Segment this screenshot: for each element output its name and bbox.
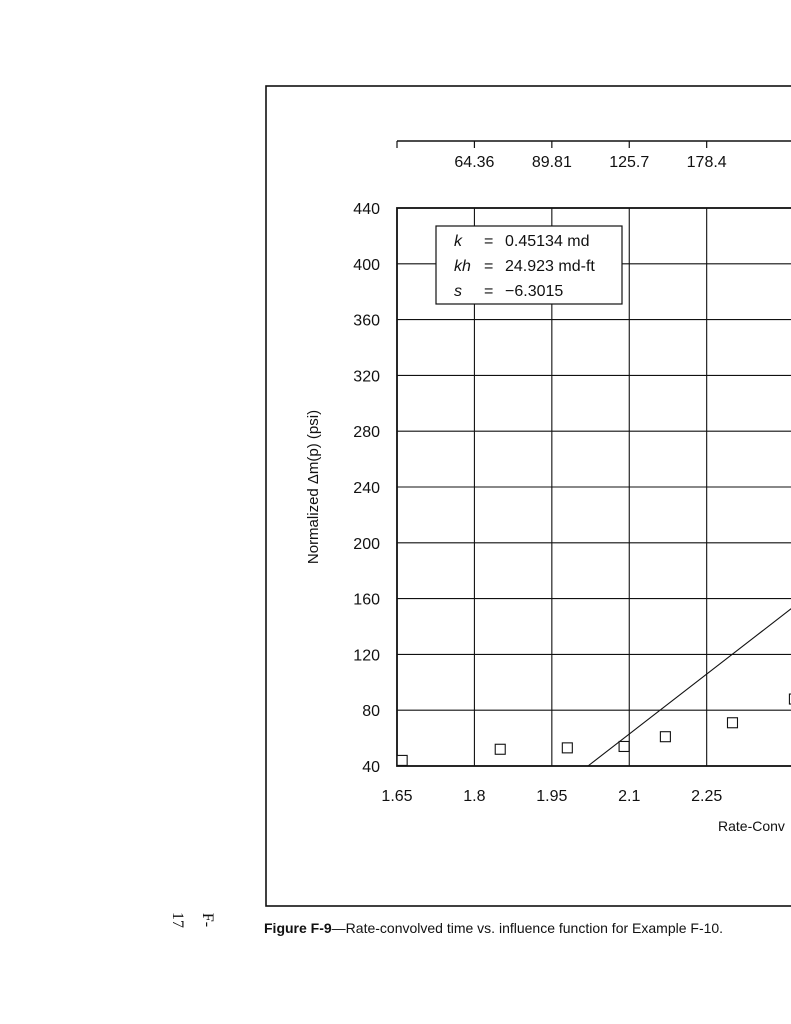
annotation-eq-s: = <box>484 283 494 300</box>
top-axis-tick-label: 64.36 <box>454 154 495 171</box>
caption-text: —Rate-convolved time vs. influence function for Example F-10. <box>331 920 724 936</box>
y-tick-label: 80 <box>362 703 380 721</box>
caption-label: Figure F-9 <box>264 920 332 936</box>
data-point-square <box>562 743 572 753</box>
y-tick-label: 320 <box>353 368 380 386</box>
top-axis-tick-label: 125.7 <box>609 154 650 171</box>
data-point-square <box>397 755 407 765</box>
fit-line-group <box>588 604 791 766</box>
top-axis-tick-label: 89.81 <box>531 154 572 171</box>
y-tick-label: 160 <box>353 591 380 609</box>
page-number: F-17 <box>169 912 216 928</box>
data-points <box>397 694 791 765</box>
annotation-value-k: 0.45134 md <box>505 233 590 250</box>
annotation-box <box>436 226 622 304</box>
fit-line <box>588 604 791 766</box>
annotation-value-kh: 24.923 md-ft <box>505 258 595 275</box>
x-tick-label: 1.95 <box>536 788 568 805</box>
figure-caption <box>264 920 723 936</box>
y-tick-label: 400 <box>353 256 380 274</box>
data-point-square <box>619 741 629 751</box>
x-tick-label: 2.1 <box>618 788 641 805</box>
x-tick-label: 1.8 <box>463 788 486 805</box>
top-axis <box>454 141 726 171</box>
data-point-square <box>727 718 737 728</box>
annotation-symbol-kh: kh <box>454 258 471 275</box>
y-tick-label: 120 <box>353 647 380 665</box>
data-point-square <box>660 732 670 742</box>
top-axis-tick-label: 178.4 <box>686 154 727 171</box>
y-tick-label: 200 <box>353 535 380 553</box>
y-tick-label: 440 <box>353 201 380 218</box>
y-tick-label: 280 <box>353 424 380 442</box>
x-tick-label: 2.25 <box>691 788 723 805</box>
figure-frame <box>266 86 791 906</box>
annotation-symbol-k: k <box>454 233 462 250</box>
y-axis-ticks <box>353 201 380 776</box>
x-axis-label: Rate-Conv <box>718 818 785 834</box>
x-axis-ticks <box>381 788 722 805</box>
y-tick-label: 240 <box>353 480 380 497</box>
annotation-value-s: −6.3015 <box>505 283 564 300</box>
annotation-symbol-s: s <box>454 283 462 300</box>
y-axis-label: Normalized Δm(p) (psi) <box>305 409 322 565</box>
x-tick-label: 1.65 <box>381 788 413 805</box>
data-point-square <box>495 744 505 754</box>
annotation-eq-kh: = <box>484 258 494 275</box>
y-tick-label: 360 <box>353 312 380 330</box>
y-tick-label: 40 <box>362 759 380 776</box>
annotation-eq-k: = <box>484 233 494 250</box>
